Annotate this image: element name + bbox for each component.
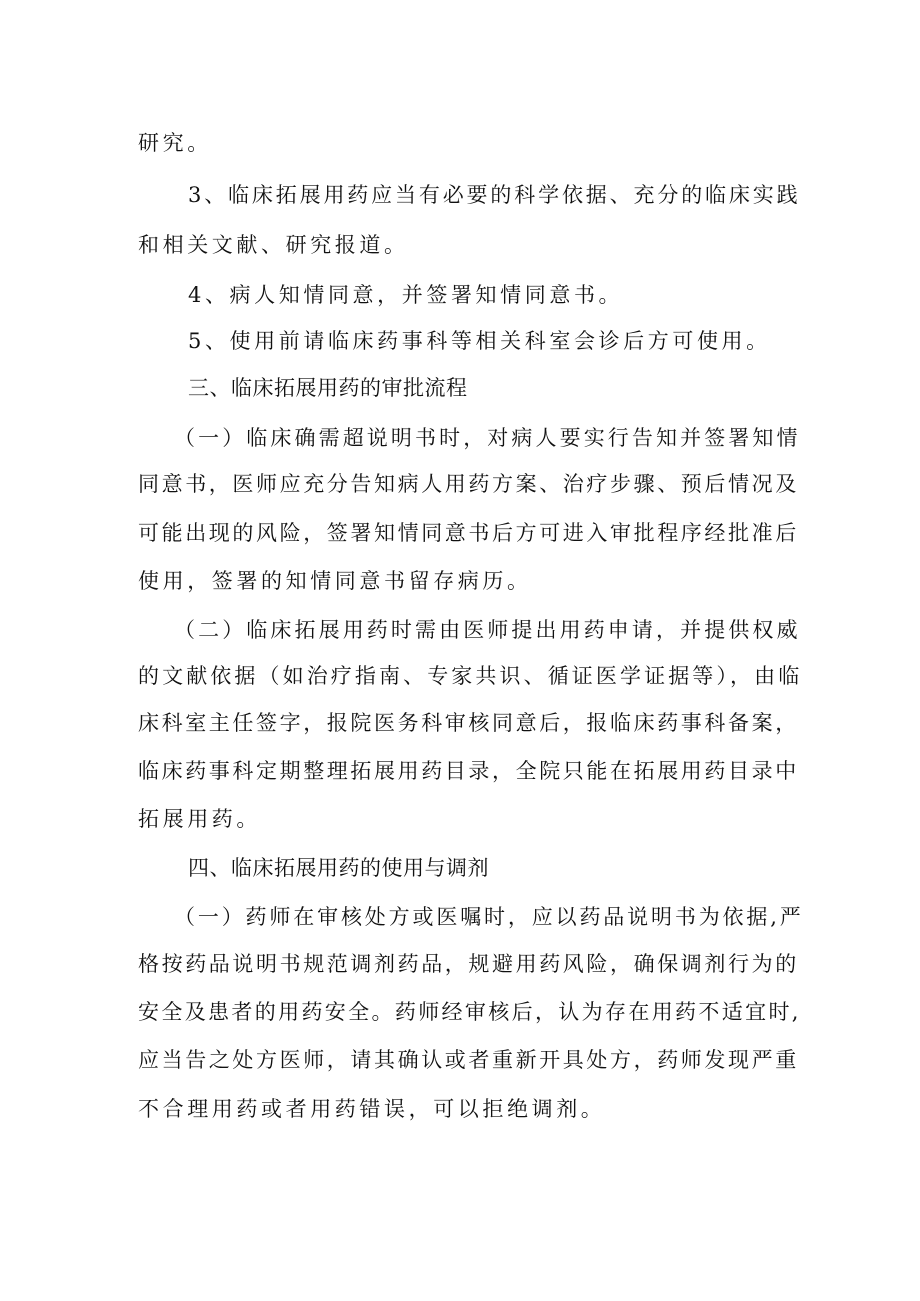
paragraph-line: 研究。 (138, 131, 212, 155)
paragraph-line: 拓展用药。 (138, 807, 261, 831)
paragraph-line: 的文献依据（如治疗指南、专家共识、循证医学证据等），由临 (138, 664, 803, 688)
paragraph-line: 可能出现的风险，签署知情同意书后方可进入审批程序经批准后 (138, 521, 799, 545)
paragraph-line: 应当告之处方医师，请其确认或者重新开具处方，药师发现严重 (138, 1048, 799, 1072)
paragraph-line: 4、病人知情同意，并签署知情同意书。 (188, 283, 624, 307)
section-heading: 四、临床拓展用药的使用与调剂 (188, 856, 489, 880)
paragraph-line: 3、临床拓展用药应当有必要的科学依据、充分的临床实践 (188, 183, 801, 207)
paragraph-line: 临床药事科定期整理拓展用药目录，全院只能在拓展用药目录中 (138, 759, 799, 783)
paragraph-line: （一）药师在审核处方或医嘱时，应以药品说明书为依据,严 (174, 905, 804, 929)
paragraph-line: 不合理用药或者用药错误，可以拒绝调剂。 (138, 1097, 606, 1121)
paragraph-line: （一）临床确需超说明书时，对病人要实行告知并签署知情 (174, 426, 801, 450)
paragraph-line: （二）临床拓展用药时需由医师提出用药申请，并提供权威 (174, 618, 801, 642)
paragraph-line: 床科室主任签字，报院医务科审核同意后，报临床药事科备案， (138, 711, 799, 735)
paragraph-line: 5、使用前请临床药事科等相关科室会诊后方可使用。 (188, 329, 771, 353)
paragraph-line: 同意书，医师应充分告知病人用药方案、治疗步骤、预后情况及 (138, 472, 799, 496)
section-heading: 三、临床拓展用药的审批流程 (188, 376, 468, 400)
paragraph-line: 和相关文献、研究报道。 (138, 233, 409, 257)
paragraph-line: 格按药品说明书规范调剂药品，规避用药风险，确保调剂行为的 (138, 952, 799, 976)
paragraph-line: 安全及患者的用药安全。药师经审核后，认为存在用药不适宜时, (138, 1000, 801, 1024)
paragraph-line: 使用，签署的知情同意书留存病历。 (138, 569, 532, 593)
